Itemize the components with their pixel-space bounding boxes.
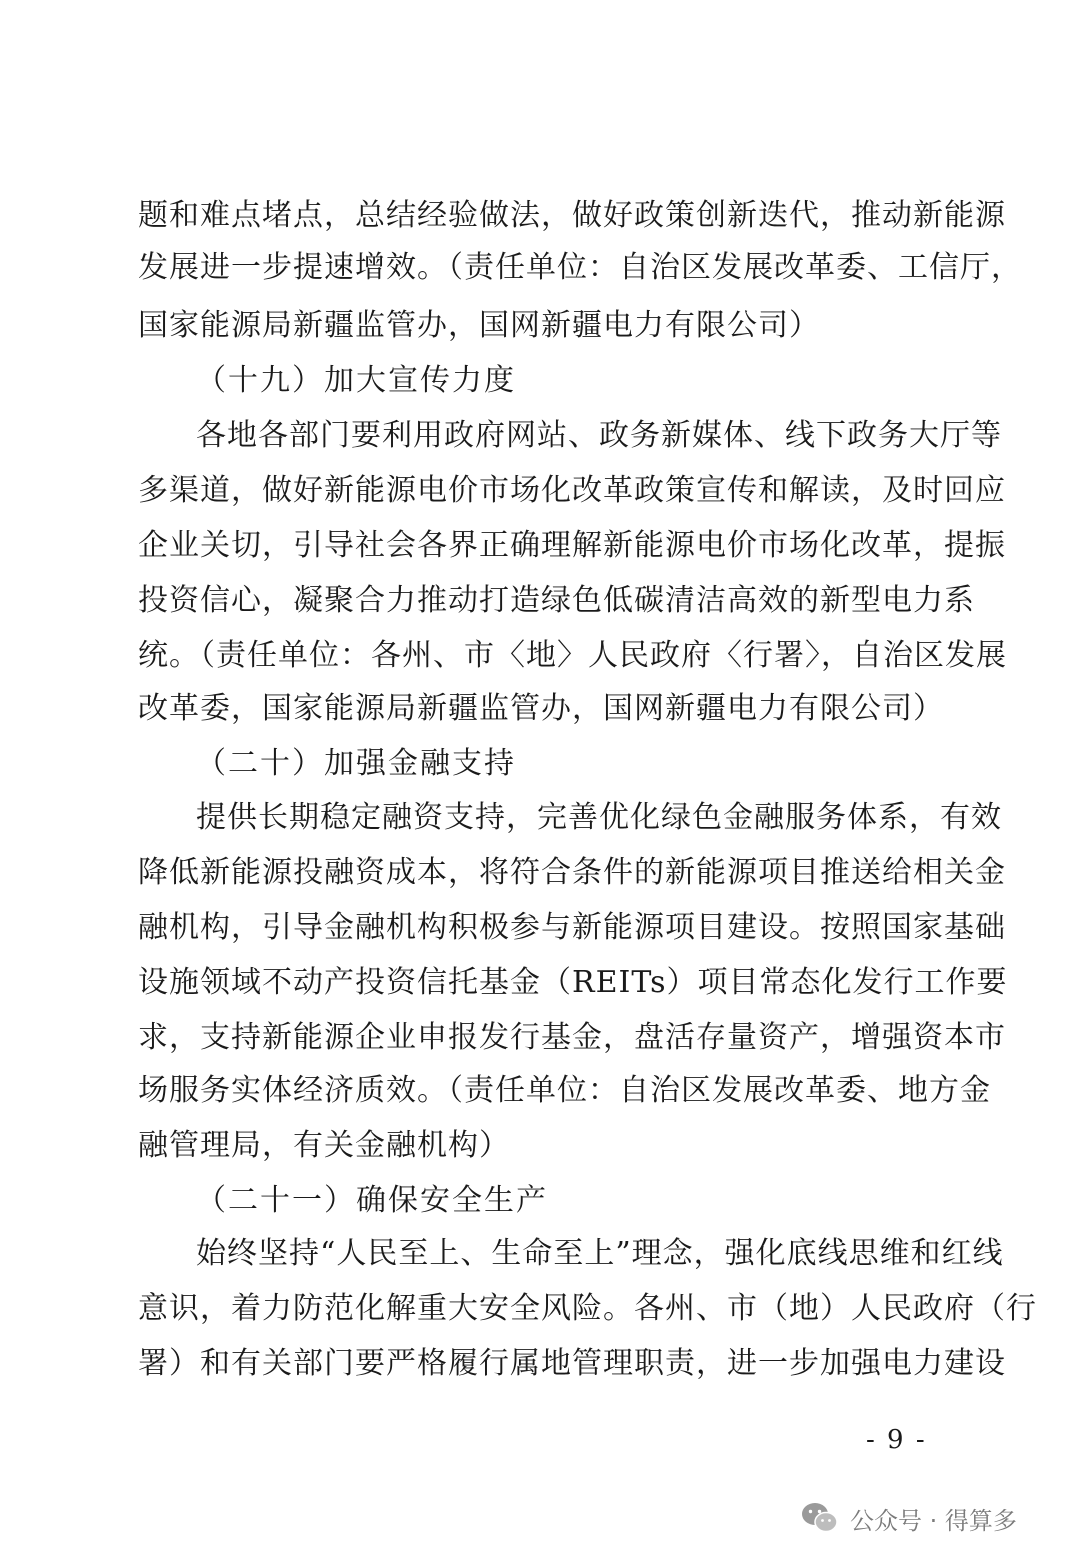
text-line: 署）和有关部门要严格履行属地管理职责，进一步加强电力建设: [138, 1346, 1006, 1381]
text-line: 场服务实体经济质效。（责任单位：自治区发展改革委、地方金: [138, 1073, 991, 1108]
text-line: 设施领域不动产投资信托基金（REITs）项目常态化发行工作要: [138, 965, 1008, 1000]
text-line: 始终坚持“人民至上、生命至上”理念，强化底线思维和红线: [196, 1236, 1004, 1271]
section-heading-19: （十九）加大宣传力度: [196, 363, 516, 398]
text-line: 各地各部门要利用政府网站、政务新媒体、线下政务大厅等: [196, 418, 1002, 453]
watermark-text: 公众号 · 得算多: [850, 1506, 1017, 1535]
text-line: 意识，着力防范化解重大安全风险。各州、市（地）人民政府（行: [138, 1291, 1037, 1326]
source-watermark: [800, 1490, 1017, 1546]
text-line: 企业关切，引导社会各界正确理解新能源电价市场化改革，提振: [138, 528, 1006, 563]
wechat-icon: [800, 1501, 840, 1535]
text-line: 求，支持新能源企业申报发行基金，盘活存量资产，增强资本市: [138, 1020, 1006, 1055]
text-line: 降低新能源投融资成本，将符合条件的新能源项目推送给相关金: [138, 855, 1006, 890]
section-heading-21: （二十一）确保安全生产: [196, 1183, 548, 1218]
text-line: 改革委，国家能源局新疆监管办，国网新疆电力有限公司）: [138, 691, 944, 726]
text-line: 国家能源局新疆监管办，国网新疆电力有限公司）: [138, 308, 820, 343]
text-line: 统。（责任单位：各州、市〈地〉人民政府〈行署〉，自治区发展: [138, 638, 1007, 673]
text-line: 多渠道，做好新能源电价市场化改革政策宣传和解读，及时回应: [138, 473, 1006, 508]
text-line: 融管理局，有关金融机构）: [138, 1128, 510, 1163]
section-heading-20: （二十）加强金融支持: [196, 746, 516, 781]
text-line: 提供长期稳定融资支持，完善优化绿色金融服务体系，有效: [196, 800, 1002, 835]
text-line: 题和难点堵点，总结经验做法，做好政策创新迭代，推动新能源: [138, 198, 1006, 233]
text-line: 投资信心，凝聚合力推动打造绿色低碳清洁高效的新型电力系: [138, 583, 975, 618]
text-line: 发展进一步提速增效。（责任单位：自治区发展改革委、工信厅，: [138, 250, 1022, 285]
page-number: - 9 -: [866, 1425, 927, 1455]
text-line: 融机构，引导金融机构积极参与新能源项目建设。按照国家基础: [138, 910, 1006, 945]
